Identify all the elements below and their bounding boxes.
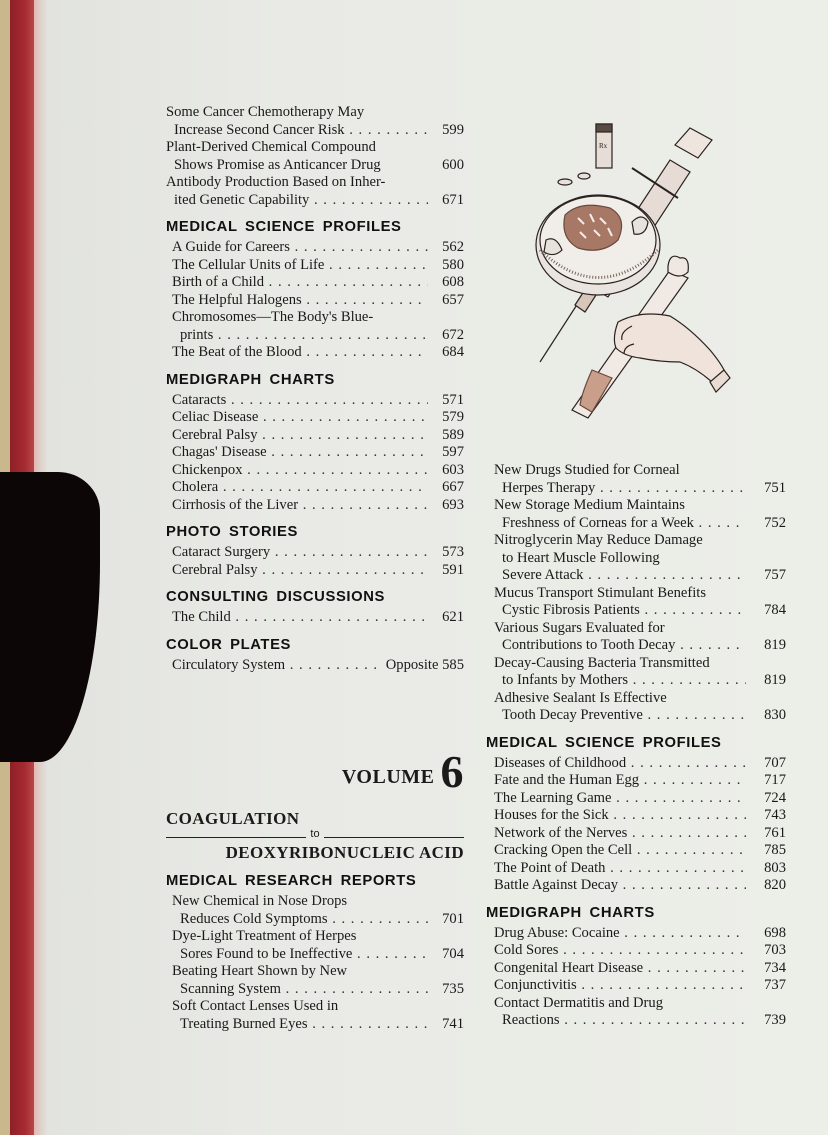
toc-entry [166, 174, 464, 209]
range-to-label: to [310, 828, 320, 840]
toc-entry [166, 544, 464, 562]
entry-title-line2: Freshness of Corneas for a Week . . . [502, 515, 746, 531]
section-heading: MEDIGRAPH CHARTS [166, 371, 335, 388]
toc-entry [486, 877, 786, 895]
page-number: 608 [442, 274, 464, 290]
page-number: 757 [764, 567, 786, 583]
page-number: 600 [442, 156, 464, 173]
entry-title-line1: Plant-Derived Chemical Compound [166, 139, 376, 155]
volume-range-start: COAGULATION [166, 809, 300, 828]
entry-title: Fate and the Human Egg . . . [494, 772, 746, 788]
toc-entry [166, 444, 464, 462]
toc-entry [166, 479, 464, 497]
entry-title-line1: Mucus Transport Stimulant Benefits [494, 584, 707, 601]
page-number: 717 [764, 772, 786, 788]
toc-entry [166, 292, 464, 310]
entry-title-line2: Tooth Decay Preventive . . . [502, 707, 746, 723]
entry-title: Cirrhosis of the Liver . . . [172, 497, 428, 513]
entry-title: Cerebral Palsy . . . [172, 427, 428, 443]
entry-title-line1: New Storage Medium Maintains [494, 497, 685, 513]
entry-title: Cholera . . . [172, 479, 428, 495]
section-heading: COLOR PLATES [166, 636, 292, 653]
entry-title-line2: Increase Second Cancer Risk . . . [174, 122, 428, 138]
toc-entry [166, 392, 464, 410]
entry-title-line2: Cystic Fibrosis Patients . . . [502, 602, 746, 618]
toc-entry [486, 825, 786, 843]
entry-title-line1: Some Cancer Chemotherapy May [166, 104, 365, 120]
toc-entry [166, 309, 464, 344]
section-medical-science-profiles [486, 734, 786, 895]
entry-title-line1: Soft Contact Lenses Used in [172, 998, 339, 1014]
toc-entry [486, 925, 786, 943]
entry-title-line2: to Infants by Mothers . . . [502, 672, 746, 688]
left-column-contents [166, 104, 464, 674]
entry-title: Circulatory System . . . [172, 657, 382, 673]
entry-title-line2: Reduces Cold Symptoms . . . [180, 911, 428, 927]
toc-entry [486, 977, 786, 995]
page-number: 784 [764, 602, 786, 618]
volume-label: VOLUME [341, 766, 435, 788]
entry-title: Celiac Disease . . . [172, 409, 428, 425]
entry-title: Conjunctivitis . . . [494, 977, 746, 993]
toc-entry [166, 497, 464, 515]
entry-title: Birth of a Child . . . [172, 274, 428, 290]
entry-title-line2: to Heart Muscle Following [502, 549, 660, 566]
page-number: 693 [442, 496, 464, 513]
toc-entry [166, 427, 464, 445]
page-number: 667 [442, 479, 464, 495]
section-medigraph-charts [486, 904, 786, 1030]
entry-title-line1: Nitroglycerin May Reduce Damage [494, 532, 703, 548]
continued-entries [486, 462, 786, 725]
continued-entries [166, 104, 464, 209]
page-number: 819 [764, 637, 786, 653]
toc-entry [166, 562, 464, 580]
toc-entry [486, 790, 786, 808]
toc-entry [486, 462, 786, 497]
toc-entry [486, 532, 786, 585]
entry-title: Drug Abuse: Cocaine . . . [494, 925, 746, 941]
toc-entry [486, 755, 786, 773]
section-consulting-discussions [166, 588, 464, 627]
entry-title-line1: Chromosomes—The Body's Blue- [172, 309, 374, 325]
page-number: 580 [442, 256, 464, 273]
page-number: 621 [442, 609, 464, 625]
entry-title-line1: Dye-Light Treatment of Herpes [172, 928, 357, 944]
page-number: 562 [442, 239, 464, 255]
entry-title-line2: Herpes Therapy . . . [502, 480, 746, 496]
toc-entry [166, 609, 464, 627]
volume-range-connector [166, 828, 464, 843]
entry-title-line2: Scanning System . . . [180, 981, 428, 997]
page-number: 785 [764, 842, 786, 858]
page-number: 819 [764, 672, 786, 688]
toc-entry [486, 655, 786, 690]
entry-title-line2: Sores Found to be Ineffective . . . [180, 946, 428, 962]
entry-title: Cerebral Palsy . . . [172, 562, 428, 578]
toc-entry [166, 963, 464, 998]
page-number: 751 [764, 479, 786, 496]
toc-entry [486, 585, 786, 620]
page-number: 737 [764, 977, 786, 993]
entry-title-line1: Various Sugars Evaluated for [494, 619, 665, 636]
entry-title: Chickenpox . . . [172, 462, 428, 478]
entry-title: The Cellular Units of Life . . . [172, 257, 428, 273]
toc-entry [486, 942, 786, 960]
entry-title: Battle Against Decay . . . [494, 877, 746, 893]
entry-title-line1: Beating Heart Shown by New [172, 963, 348, 979]
toc-entry [166, 657, 464, 675]
toc-entry [486, 807, 786, 825]
svg-text:Rx: Rx [599, 142, 608, 150]
volume-range-end: DEOXYRIBONUCLEIC ACID [225, 843, 464, 862]
page-number: 603 [442, 461, 464, 478]
page-number: 671 [442, 191, 464, 208]
section-heading: MEDICAL RESEARCH REPORTS [166, 873, 417, 889]
page-number: 707 [764, 754, 786, 771]
page-number: 672 [442, 326, 464, 343]
divider-rule [166, 837, 306, 838]
section-medical-science-profiles [166, 218, 464, 362]
toc-entry [486, 860, 786, 878]
entry-title: Cataracts . . . [172, 392, 428, 408]
entry-title: Cold Sores . . . [494, 942, 746, 958]
page-number: 761 [764, 824, 786, 841]
page-number: 579 [442, 409, 464, 425]
toc-entry [486, 772, 786, 790]
toc-entry [166, 257, 464, 275]
divider-rule [324, 837, 464, 838]
entry-title-line1: New Drugs Studied for Corneal [494, 462, 680, 478]
toc-entry [166, 998, 464, 1033]
entry-title: Chagas' Disease . . . [172, 444, 428, 460]
entry-title-line1: New Chemical in Nose Drops [172, 893, 348, 909]
page-number: 591 [442, 561, 464, 578]
page-number: 573 [442, 544, 464, 560]
page-number: 589 [442, 426, 464, 443]
page-number: 599 [442, 121, 464, 138]
page-number: 597 [442, 444, 464, 460]
entry-title: Diseases of Childhood . . . [494, 755, 746, 771]
entry-title: The Helpful Halogens . . . [172, 292, 428, 308]
page-number: 735 [442, 980, 464, 997]
entry-title-line2: Treating Burned Eyes . . . [180, 1016, 428, 1032]
entry-title: The Child . . . [172, 609, 428, 625]
toc-entry [166, 274, 464, 292]
entry-title-line2: prints . . . [180, 327, 428, 343]
entry-title: Congenital Heart Disease . . . [494, 960, 746, 976]
toc-entry [486, 620, 786, 655]
volume-number: 6 [440, 746, 464, 797]
entry-title: The Point of Death . . . [494, 860, 746, 876]
page-number: 734 [764, 959, 786, 976]
toc-entry [486, 497, 786, 532]
toc-entry [166, 928, 464, 963]
entry-title-line2: Shows Promise as Anticancer Drug [174, 156, 381, 173]
section-medical-research-reports [166, 872, 464, 1033]
entry-title: Cracking Open the Cell . . . [494, 842, 746, 858]
page-number: 803 [764, 859, 786, 876]
page-number: 724 [764, 789, 786, 806]
toc-entry [166, 344, 464, 362]
volume-title [166, 746, 464, 797]
section-photo-stories [166, 523, 464, 579]
toc-entry [166, 104, 464, 139]
page-number: 657 [442, 291, 464, 308]
right-column-contents [486, 462, 786, 1030]
entry-title-line1: Antibody Production Based on Inher- [166, 174, 386, 190]
page-number: 741 [442, 1015, 464, 1032]
page-number: 684 [442, 344, 464, 360]
page-number: 830 [764, 707, 786, 723]
section-heading: CONSULTING DISCUSSIONS [166, 589, 385, 605]
section-heading: PHOTO STORIES [166, 524, 298, 540]
toc-entry [486, 960, 786, 978]
entry-title: The Beat of the Blood . . . [172, 344, 428, 360]
toc-entry [166, 239, 464, 257]
lab-equipment-illustration-icon [520, 100, 750, 430]
page-number: 752 [764, 514, 786, 531]
page-number: Opposite 585 [385, 656, 464, 673]
entry-title-line1: Adhesive Sealant Is Effective [494, 689, 667, 706]
entry-title: Network of the Nerves . . . [494, 825, 746, 841]
section-heading: MEDICAL SCIENCE PROFILES [486, 734, 722, 751]
page-number: 698 [764, 924, 786, 941]
toc-entry [166, 462, 464, 480]
entry-title-line1: Contact Dermatitis and Drug [494, 994, 664, 1011]
entry-title: The Learning Game . . . [494, 790, 746, 806]
toc-entry [486, 690, 786, 725]
entry-title-line1: Decay-Causing Bacteria Transmitted [494, 654, 710, 671]
page-number: 739 [764, 1012, 786, 1028]
page-number: 743 [764, 807, 786, 823]
entry-title: Cataract Surgery . . . [172, 544, 428, 560]
toc-entry [166, 409, 464, 427]
entry-title-line2: Contributions to Tooth Decay . . . [502, 637, 746, 653]
page-number: 571 [442, 391, 464, 408]
section-heading: MEDICAL SCIENCE PROFILES [166, 219, 402, 235]
volume-header [166, 746, 464, 1033]
page-number: 701 [442, 910, 464, 927]
toc-entry [486, 995, 786, 1030]
entry-title: A Guide for Careers . . . [172, 239, 428, 255]
page-number: 703 [764, 942, 786, 958]
section-color-plates [166, 636, 464, 675]
toc-entry [486, 842, 786, 860]
section-medigraph-charts [166, 371, 464, 515]
section-heading: MEDIGRAPH CHARTS [486, 904, 655, 921]
entry-title: Houses for the Sick . . . [494, 807, 746, 823]
medical-illustration [520, 100, 750, 430]
entry-title-line3: Severe Attack . . . [502, 567, 746, 583]
page-number: 704 [442, 945, 464, 962]
entry-title-line2: ited Genetic Capability . . . [174, 192, 428, 208]
page-number: 820 [764, 877, 786, 893]
toc-entry [166, 139, 464, 174]
toc-entry [166, 893, 464, 928]
entry-title-line2: Reactions . . . [502, 1012, 746, 1028]
